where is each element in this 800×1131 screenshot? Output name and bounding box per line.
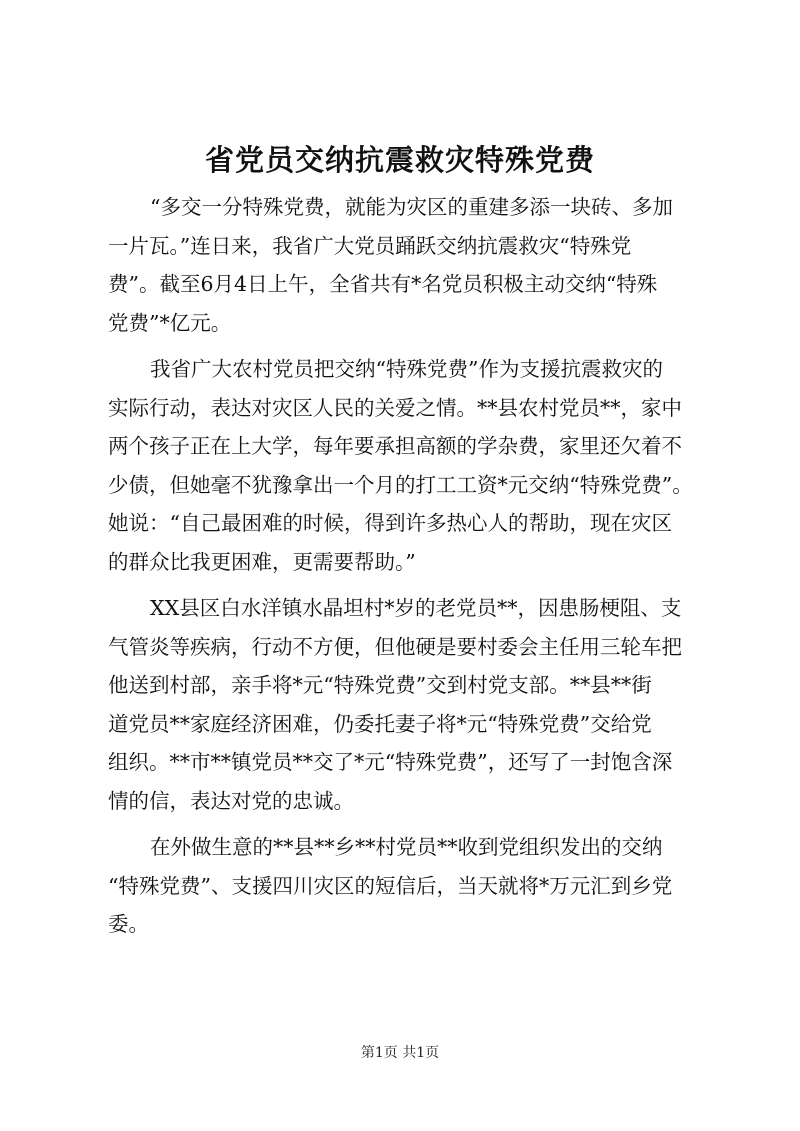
- paragraph-line: XX县区白水洋镇水晶坦村*岁的老党员**，因患肠梗阻、支: [150, 596, 682, 620]
- paragraph-line: 两个孩子正在上大学，每年要承担高额的学杂费，家里还欠着不: [108, 434, 682, 458]
- paragraph-gap: [108, 342, 708, 350]
- paragraph-line: 的群众比我更困难，更需要帮助。”: [108, 549, 416, 574]
- paragraph-line: 她说：“自己最困难的时候，得到许多热心人的帮助，现在灾区: [108, 511, 672, 535]
- paragraph-line: “特殊党费”、支援四川灾区的短信后，当天就将*万元汇到乡党: [108, 873, 673, 898]
- page-footer: 第1页 共1页: [360, 1045, 440, 1061]
- paragraph-line: 我省广大农村党员把交纳“特殊党费”作为支援抗震救灾的: [150, 357, 663, 381]
- paragraph-line: 道党员**家庭经济困难，仍委托妻子将*元“特殊党费”交给党: [108, 711, 652, 736]
- document-body: [108, 188, 708, 944]
- paragraph-line: 情的信，表达对党的忠诚。: [108, 788, 354, 813]
- paragraph-line: 在外做生意的**县**乡**村党员**收到党组织发出的交纳: [150, 835, 663, 859]
- paragraph-line: 一片瓦。”连日来，我省广大党员踊跃交纳抗震救灾“特殊党: [108, 233, 632, 258]
- paragraph-line: 委。: [108, 912, 149, 936]
- paragraph-line: “多交一分特殊党费，就能为灾区的重建多添一块砖、多加: [150, 195, 673, 219]
- paragraph-line: 气管炎等疾病，行动不方便，但他硬是要村委会主任用三轮车把: [108, 634, 682, 659]
- paragraph-line: 少债，但她毫不犹豫拿出一个月的打工工资*元交纳“特殊党费”。: [108, 472, 693, 497]
- paragraph-gap: [108, 581, 708, 589]
- paragraph-line: 他送到村部，亲手将*元“特殊党费”交到村党支部。**县**街: [108, 673, 652, 697]
- paragraph-line: 党费”*亿元。: [108, 310, 232, 335]
- paragraph-line: 费”。截至6月4日上午，全省共有*名党员积极主动交纳“特殊: [108, 272, 658, 296]
- paragraph-2: [108, 350, 708, 581]
- paragraph-line: 实际行动，表达对灾区人民的关爱之情。**县农村党员**，家中: [108, 395, 682, 420]
- paragraph-1: [108, 188, 708, 342]
- paragraph-3: [108, 589, 708, 820]
- document-title: 省党员交纳抗震救灾特殊党费: [204, 143, 595, 177]
- paragraph-line: 组织。**市**镇党员**交了*元“特殊党费”，还写了一封饱含深: [108, 750, 673, 774]
- paragraph-4: [108, 828, 708, 944]
- paragraph-gap: [108, 820, 708, 828]
